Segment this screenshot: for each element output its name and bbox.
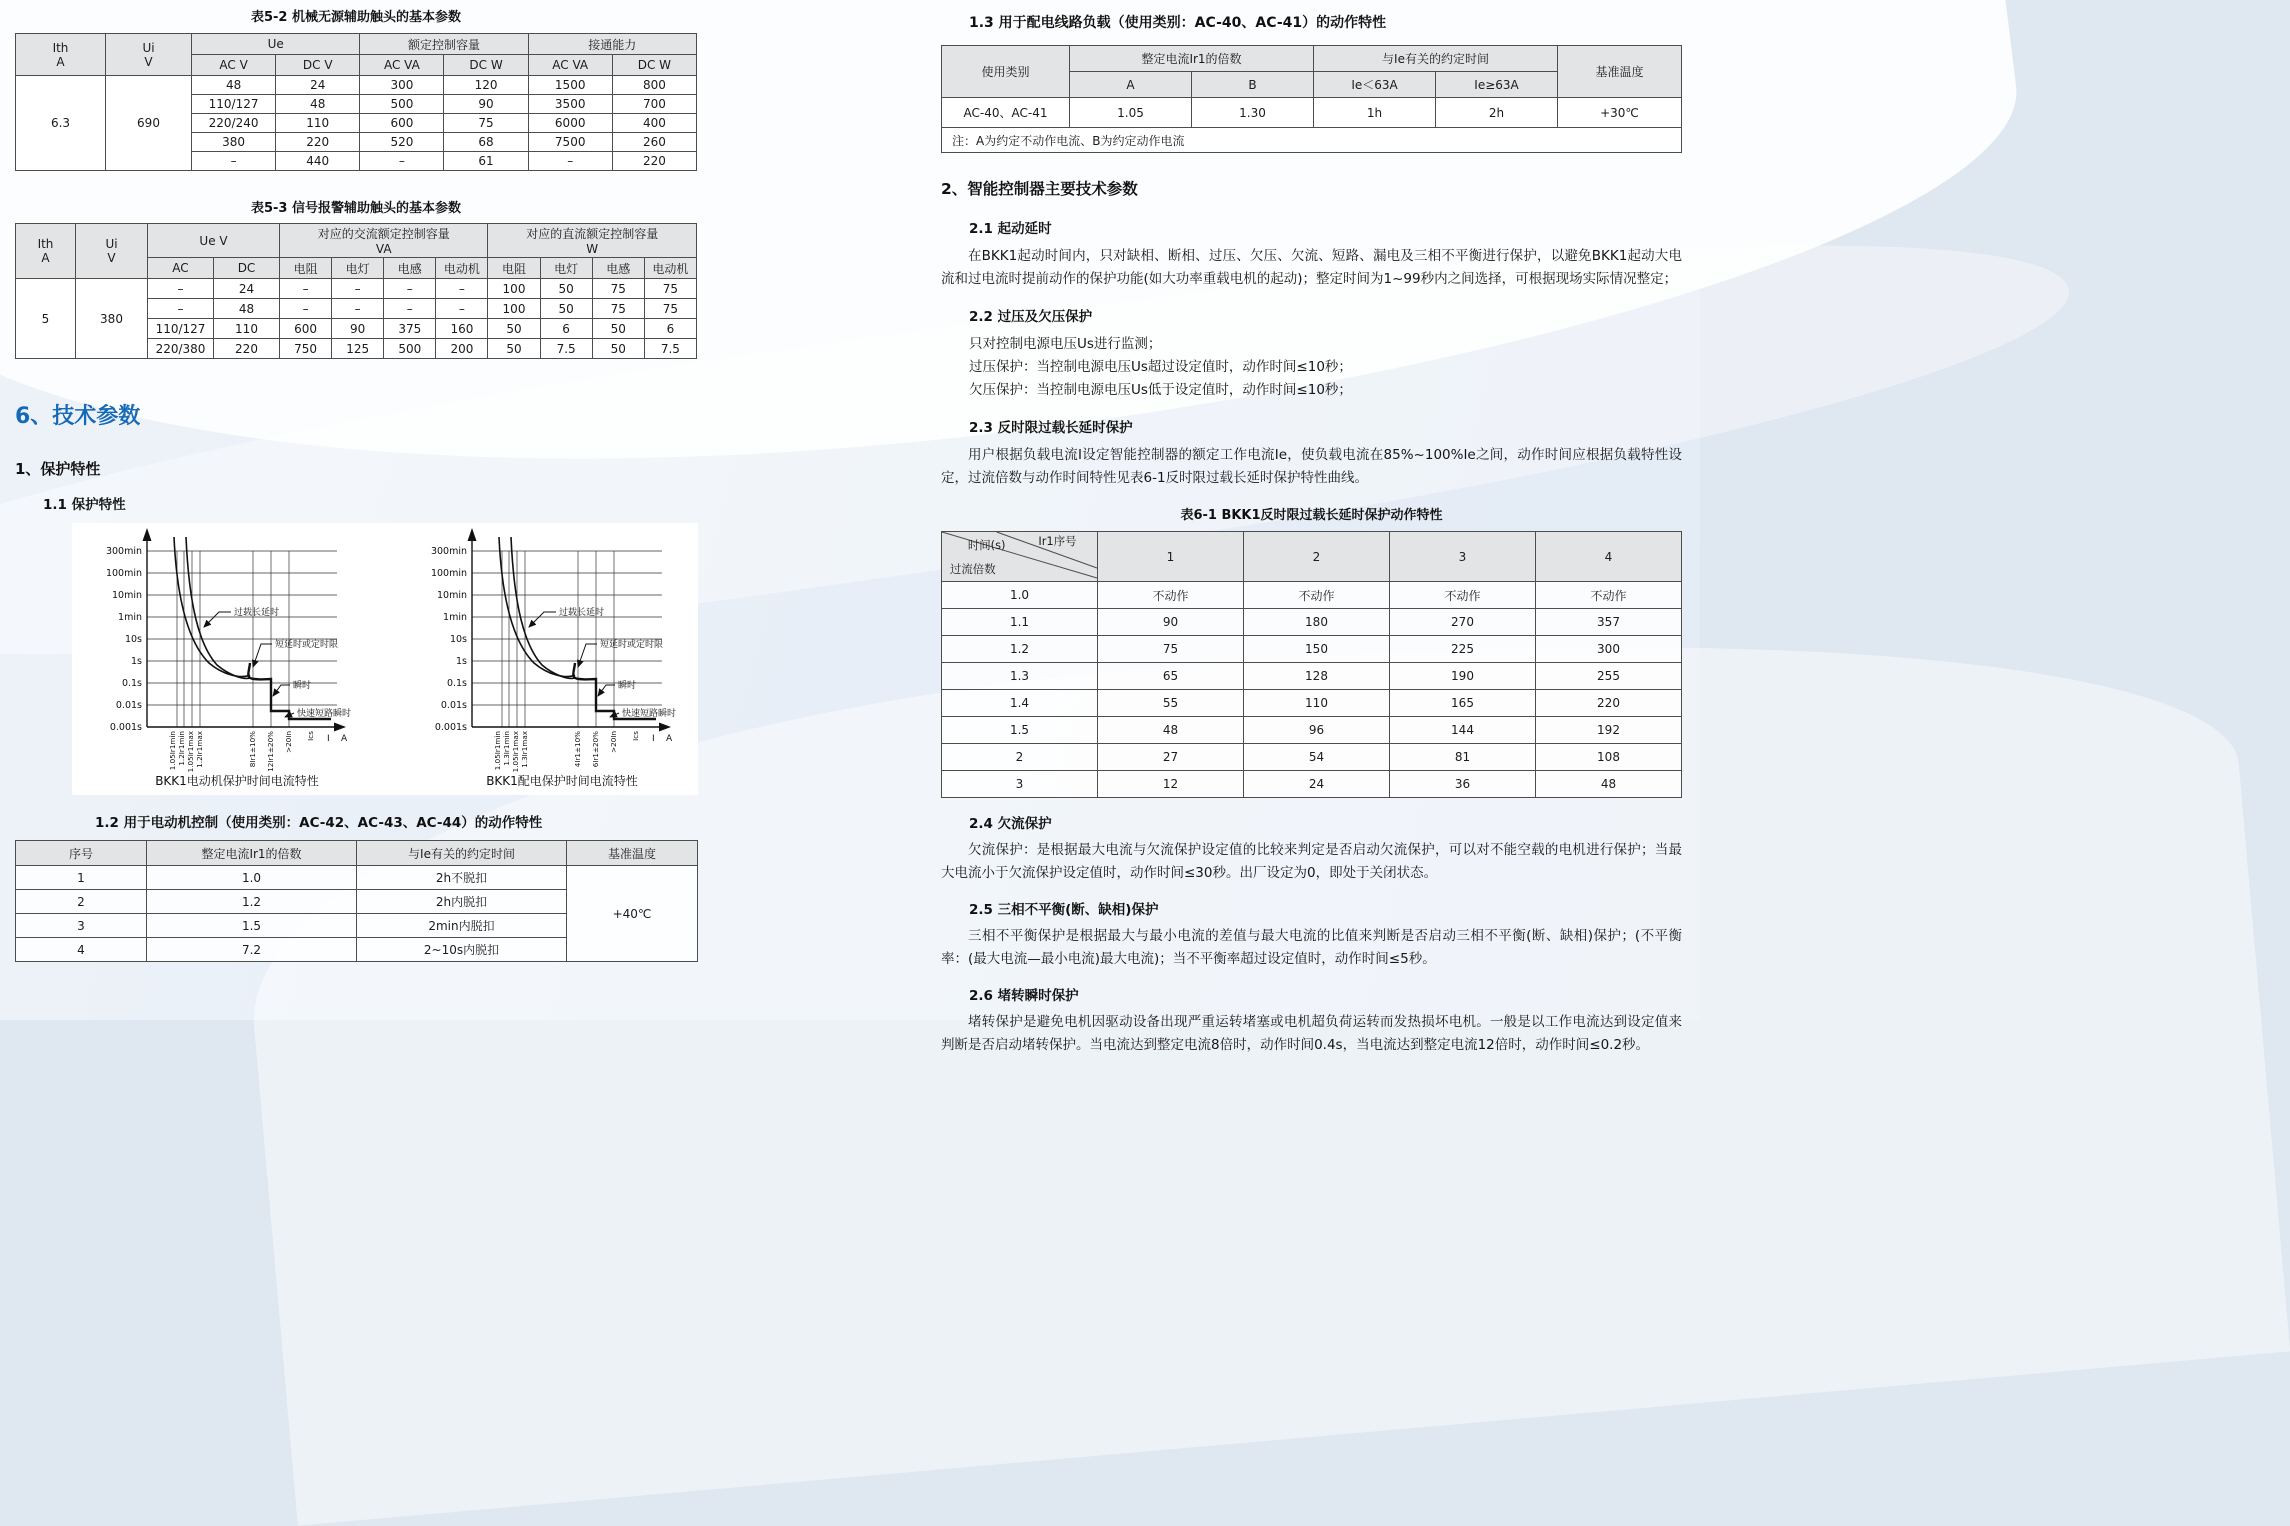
- subheader: AC V: [192, 55, 276, 76]
- header-time: 与Ie有关的约定时间: [357, 841, 567, 866]
- annotation-instantaneous: 瞬时: [618, 681, 637, 691]
- cell: 36: [1390, 771, 1536, 798]
- section-2-4-paragraph: 欠流保护：是根据最大电流与欠流保护设定值的比较来判定是否启动欠流保护，可以对不能空载的电机进行保护；当最大电流小于欠流保护设定值时，动作时间≤30秒。出厂设定为0，即处于关闭状态。: [941, 842, 1682, 881]
- cell: 5: [16, 279, 76, 359]
- cell: 65: [1098, 663, 1244, 690]
- cell: 120: [444, 76, 528, 95]
- table-5-3: [15, 223, 697, 359]
- cell: 75: [1098, 636, 1244, 663]
- cell: 700: [612, 95, 696, 114]
- header-col: 2: [1244, 532, 1390, 582]
- table-5-2-title: 表5-2 机械无源辅助触头的基本参数: [250, 10, 461, 25]
- subheader: 电灯: [332, 258, 384, 279]
- cell: 220/240: [192, 114, 276, 133]
- x-axis-arrow: [659, 723, 671, 732]
- cell: 4: [16, 938, 147, 962]
- cell: +40℃: [567, 866, 698, 962]
- cell: 2h不脱扣: [357, 866, 567, 890]
- cell: 3500: [528, 95, 612, 114]
- cell: 27: [1098, 744, 1244, 771]
- table-row: [942, 717, 1682, 744]
- cell: 200: [436, 339, 488, 359]
- header-ith: Ith A: [16, 224, 76, 279]
- header-ue-group: Ue V: [148, 224, 280, 258]
- table-row: [942, 128, 1682, 153]
- cell: 110/127: [192, 95, 276, 114]
- subheader: 电感: [592, 258, 644, 279]
- cell: 380: [192, 133, 276, 152]
- cell: 220: [276, 133, 360, 152]
- x-tick-label: Ics: [306, 731, 315, 741]
- section-2-3-paragraph: 用户根据负载电流I设定智能控制器的额定工作电流Ie，使负载电流在85%~100%Ie之间，动作时间应根据负载特性设定，过流倍数与动作时间特性见表6-1反时限过载长延时保护特性曲线。: [941, 447, 1682, 486]
- cell: –: [192, 152, 276, 171]
- section-2-5-paragraph: 三相不平衡保护是根据最大与最小电流的差值与最大电流的比值来判断是否启动三相不平衡(断、缺相)保护；(不平衡率：(最大电流—最小电流)最大电流)；当不平衡率超过设定值时，动作时间≤5秒。: [941, 928, 1682, 967]
- cell: –: [280, 299, 332, 319]
- section-1-2-heading: 1.2 用于电动机控制（使用类别：AC-42、AC-43、AC-44）的动作特性: [95, 815, 543, 831]
- subheader: B: [1192, 72, 1314, 98]
- y-tick-label: 10min: [111, 590, 142, 601]
- cell: 270: [1390, 609, 1536, 636]
- cell: 55: [1098, 690, 1244, 717]
- subheader: DC: [214, 258, 280, 279]
- table-1-2: [15, 840, 698, 962]
- cell: 800: [612, 76, 696, 95]
- cell: 128: [1244, 663, 1390, 690]
- header-multiple-group: 整定电流Ir1的倍数: [1070, 46, 1314, 72]
- cell: 1.5: [147, 914, 357, 938]
- cell: 600: [280, 319, 332, 339]
- cell: 165: [1390, 690, 1536, 717]
- cell: –: [436, 279, 488, 299]
- x-tick-label: 1.05Ir1max: [511, 731, 520, 773]
- annotation-fast-short-circuit: 快速短路瞬时: [622, 709, 677, 719]
- cell: –: [384, 299, 436, 319]
- diag-label-multiple: 过流倍数: [949, 561, 996, 577]
- section-2-2-line: 欠压保护：当控制电源电压Us低于设定值时，动作时间≤10秒；: [969, 382, 1352, 398]
- axis-unit-label: A: [341, 734, 348, 744]
- table-row: [942, 636, 1682, 663]
- cell: 300: [1536, 636, 1682, 663]
- cell: 不动作: [1536, 582, 1682, 609]
- x-tick-label: Ics: [631, 731, 640, 741]
- left-column: [15, 0, 697, 962]
- cell: 75: [592, 279, 644, 299]
- cell: 2h内脱扣: [357, 890, 567, 914]
- y-tick-label: 0.01s: [440, 700, 467, 711]
- cell: 61: [444, 152, 528, 171]
- table-row: [942, 690, 1682, 717]
- cell: –: [148, 279, 214, 299]
- subheader: 电阻: [488, 258, 540, 279]
- y-axis-arrow: [143, 528, 152, 541]
- header-rated-capacity-group: 额定控制容量: [360, 34, 528, 55]
- y-tick-label: 100min: [105, 568, 142, 579]
- cell: 不动作: [1098, 582, 1244, 609]
- table-row: [942, 582, 1682, 609]
- header-col: 1: [1098, 532, 1244, 582]
- y-tick-label: 10s: [124, 634, 142, 645]
- cell: AC-40、AC-41: [942, 98, 1070, 128]
- cell: –: [332, 279, 384, 299]
- cell: 48: [1098, 717, 1244, 744]
- x-tick-label: 1.3Ir1min: [502, 731, 511, 766]
- cell: 192: [1536, 717, 1682, 744]
- table-row: [16, 279, 697, 299]
- cell: 400: [612, 114, 696, 133]
- cell: 690: [106, 76, 192, 171]
- table-row: [942, 98, 1682, 128]
- section-2-4-heading: 2.4 欠流保护: [969, 816, 1052, 832]
- y-tick-label: 300min: [430, 546, 467, 557]
- x-tick-label: 1.05Ir1min: [168, 731, 177, 771]
- header-col: 4: [1536, 532, 1682, 582]
- subheader: DC V: [276, 55, 360, 76]
- table-row: [942, 663, 1682, 690]
- y-tick-label: 0.1s: [121, 678, 142, 689]
- cell: 255: [1536, 663, 1682, 690]
- y-tick-label: 0.001s: [109, 722, 142, 733]
- cell: –: [280, 279, 332, 299]
- section-1-3-heading: 1.3 用于配电线路负载（使用类别：AC-40、AC-41）的动作特性: [969, 15, 1387, 31]
- cell: 2min内脱扣: [357, 914, 567, 938]
- annotation-short-delay: 短延时或定时限: [600, 640, 664, 650]
- cell: 1.0: [147, 866, 357, 890]
- table-5-3-title: 表5-3 信号报警辅助触头的基本参数: [250, 201, 461, 216]
- cell: –: [384, 279, 436, 299]
- cell: 1h: [1314, 98, 1436, 128]
- chart-caption: BKK1电动机保护时间电流特性: [155, 774, 319, 788]
- x-tick-label: 12Ir1±20%: [266, 731, 275, 772]
- section-2-1-paragraph: 在BKK1起动时间内，只对缺相、断相、过压、欠压、欠流、短路、漏电及三相不平衡进行保护，以避免BKK1起动大电流和过电流时提前动作的保护功能(如大功率重载电机的起动)；整定时间为1~99秒内之间选择，可根据现场实际情况整定；: [941, 248, 1682, 287]
- header-ui: Ui V: [106, 34, 192, 76]
- subheader: 电动机: [436, 258, 488, 279]
- diag-label-ir1: Ir1序号: [1038, 533, 1077, 549]
- header-time-group: 与Ie有关的约定时间: [1314, 46, 1558, 72]
- table-row: [942, 744, 1682, 771]
- cell: 48: [214, 299, 280, 319]
- cell: 2: [942, 744, 1098, 771]
- header-ue-group: Ue: [192, 34, 360, 55]
- cell: 50: [488, 319, 540, 339]
- header-index: 序号: [16, 841, 147, 866]
- cell: –: [148, 299, 214, 319]
- subheader: 电感: [384, 258, 436, 279]
- cell: 110: [1244, 690, 1390, 717]
- x-tick-label: >20In: [284, 731, 293, 753]
- cell: 357: [1536, 609, 1682, 636]
- table-row: [942, 609, 1682, 636]
- axis-quantity-label: I: [652, 734, 655, 744]
- table-row: [16, 866, 698, 890]
- x-tick-label: 1.3Ir1max: [520, 731, 529, 768]
- annotation-short-delay: 短延时或定时限: [275, 640, 339, 650]
- cell: 不动作: [1390, 582, 1536, 609]
- annotation-overload: 过载长延时: [234, 608, 280, 618]
- cell: 24: [1244, 771, 1390, 798]
- cell: 75: [444, 114, 528, 133]
- cell: 6.3: [16, 76, 106, 171]
- x-tick-label: 1.2Ir1min: [177, 731, 186, 766]
- header-ui: Ui V: [76, 224, 148, 279]
- header-ac-capacity-group: 对应的交流额定控制容量 VA: [280, 224, 488, 258]
- cell: 90: [444, 95, 528, 114]
- cell: 48: [276, 95, 360, 114]
- y-tick-label: 100min: [430, 568, 467, 579]
- cell: 500: [360, 95, 444, 114]
- right-column: [941, 0, 1682, 1057]
- x-tick-label: 4Ir1±10%: [573, 731, 582, 768]
- cell: –: [360, 152, 444, 171]
- subheader: 电阻: [280, 258, 332, 279]
- cell: 81: [1390, 744, 1536, 771]
- y-tick-label: 1min: [443, 612, 467, 623]
- x-axis-arrow: [334, 723, 346, 732]
- table-row: [942, 771, 1682, 798]
- table-row: [16, 841, 698, 866]
- x-tick-label: 1.05Ir1max: [186, 731, 195, 773]
- table-note: 注：A为约定不动作电流、B为约定动作电流: [942, 128, 1682, 153]
- cell: 108: [1536, 744, 1682, 771]
- table-row: [16, 34, 697, 55]
- header-col: 3: [1390, 532, 1536, 582]
- annotation-instantaneous: 瞬时: [293, 681, 312, 691]
- section-2-6-heading: 2.6 堵转瞬时保护: [969, 988, 1079, 1004]
- cell: 520: [360, 133, 444, 152]
- cell: 1.3: [942, 663, 1098, 690]
- cell: 24: [276, 76, 360, 95]
- cell: 12: [1098, 771, 1244, 798]
- header-multiple: 整定电流Ir1的倍数: [147, 841, 357, 866]
- table-row: [16, 224, 697, 258]
- cell: 500: [384, 339, 436, 359]
- cell: 7500: [528, 133, 612, 152]
- cell: 190: [1390, 663, 1536, 690]
- cell: 100: [488, 279, 540, 299]
- cell: 1.2: [942, 636, 1098, 663]
- cell: 50: [592, 319, 644, 339]
- y-tick-label: 0.001s: [434, 722, 467, 733]
- cell: 54: [1244, 744, 1390, 771]
- cell: 260: [612, 133, 696, 152]
- cell: 75: [644, 299, 696, 319]
- cell: 68: [444, 133, 528, 152]
- header-making-capacity-group: 接通能力: [528, 34, 696, 55]
- protection-curves-panel: [72, 523, 698, 795]
- annotation-fast-short-circuit: 快速短路瞬时: [297, 709, 352, 719]
- cell: 90: [1098, 609, 1244, 636]
- y-tick-label: 10s: [449, 634, 467, 645]
- cell: 380: [76, 279, 148, 359]
- subheader: Ie＜63A: [1314, 72, 1436, 98]
- cell: 1.0: [942, 582, 1098, 609]
- cell: 7.2: [147, 938, 357, 962]
- cell: 100: [488, 299, 540, 319]
- cell: 1.5: [942, 717, 1098, 744]
- cell: 6: [540, 319, 592, 339]
- section-6-heading: 6、技术参数: [15, 404, 141, 429]
- subheader: AC VA: [360, 55, 444, 76]
- chart-caption: BKK1配电保护时间电流特性: [486, 774, 638, 788]
- x-tick-label: 6Ir1±20%: [591, 731, 600, 768]
- cell: 225: [1390, 636, 1536, 663]
- cell: 220: [214, 339, 280, 359]
- cell: 150: [1244, 636, 1390, 663]
- cell: 600: [360, 114, 444, 133]
- x-tick-label: 1.2Ir1max: [195, 731, 204, 768]
- cell: 7.5: [644, 339, 696, 359]
- curve-outer: [174, 537, 250, 677]
- cell: 50: [540, 279, 592, 299]
- cell: 6000: [528, 114, 612, 133]
- table-row: [16, 76, 697, 95]
- table-1-3: [941, 45, 1682, 153]
- cell: 110: [276, 114, 360, 133]
- cell: 144: [1390, 717, 1536, 744]
- cell: 110/127: [148, 319, 214, 339]
- cell: 50: [592, 339, 644, 359]
- table-6-1-title: 表6-1 BKK1反时限过载长延时保护动作特性: [1180, 508, 1443, 523]
- diag-label-time: 时间(s): [967, 537, 1006, 553]
- cell: 125: [332, 339, 384, 359]
- diagonal-header-cell: [942, 532, 1098, 582]
- diagonal-lines: [942, 532, 1097, 578]
- x-tick-label: 8Ir1±10%: [248, 731, 257, 768]
- subheader: 电动机: [644, 258, 696, 279]
- cell: 1.1: [942, 609, 1098, 636]
- table-5-2: [15, 33, 697, 171]
- cell: 90: [332, 319, 384, 339]
- subheader: Ie≥63A: [1436, 72, 1558, 98]
- header-use-category: 使用类别: [942, 46, 1070, 98]
- cell: 2: [16, 890, 147, 914]
- cell: 48: [1536, 771, 1682, 798]
- cell: 75: [644, 279, 696, 299]
- y-tick-label: 1s: [456, 656, 467, 667]
- table-row: [942, 532, 1682, 582]
- distribution-protection-curve-chart: [410, 525, 690, 791]
- subheader: DC W: [444, 55, 528, 76]
- table-6-1: [941, 531, 1682, 798]
- section-2-3-heading: 2.3 反时限过载长延时保护: [969, 420, 1133, 436]
- section-2-6-paragraph: 堵转保护是避免电机因驱动设备出现严重运转堵塞或电机超负荷运转而发热损坏电机。一般是以工作电流达到设定值来判断是否启动堵转保护。当电流达到整定电流8倍时，动作时间0.4s，当电流达到整定电流12倍时，动作时间≤0.2秒。: [941, 1014, 1682, 1053]
- cell: 160: [436, 319, 488, 339]
- y-tick-label: 300min: [105, 546, 142, 557]
- cell: 2~10s内脱扣: [357, 938, 567, 962]
- cell: 75: [592, 299, 644, 319]
- cell: –: [528, 152, 612, 171]
- header-temp: 基准温度: [1558, 46, 1682, 98]
- cell: 3: [16, 914, 147, 938]
- section-2-2-line: 只对控制电源电压Us进行监测；: [969, 336, 1162, 352]
- annotation-overload: 过载长延时: [559, 608, 605, 618]
- subheader: AC VA: [528, 55, 612, 76]
- cell: 6: [644, 319, 696, 339]
- cell: +30℃: [1558, 98, 1682, 128]
- cell: 1.4: [942, 690, 1098, 717]
- section-1-heading: 1、保护特性: [15, 460, 101, 478]
- cell: –: [332, 299, 384, 319]
- cell: 220: [612, 152, 696, 171]
- axis-unit-label: A: [666, 734, 673, 744]
- cell: 1500: [528, 76, 612, 95]
- subheader: A: [1070, 72, 1192, 98]
- section-2-5-heading: 2.5 三相不平衡(断、缺相)保护: [969, 902, 1159, 918]
- subheader: DC W: [612, 55, 696, 76]
- section-2-heading: 2、智能控制器主要技术参数: [941, 180, 1138, 198]
- cell: 180: [1244, 609, 1390, 636]
- section-2-2-heading: 2.2 过压及欠压保护: [969, 309, 1093, 325]
- cell: 2h: [1436, 98, 1558, 128]
- y-tick-label: 10min: [436, 590, 467, 601]
- cell: 48: [192, 76, 276, 95]
- cell: 50: [540, 299, 592, 319]
- cell: 不动作: [1244, 582, 1390, 609]
- axis-quantity-label: I: [327, 734, 330, 744]
- section-2-2-line: 过压保护：当控制电源电压Us超过设定值时，动作时间≤10秒；: [969, 359, 1352, 375]
- cell: 220/380: [148, 339, 214, 359]
- cell: 300: [360, 76, 444, 95]
- cell: 24: [214, 279, 280, 299]
- x-tick-label: 1.05Ir1min: [493, 731, 502, 771]
- header-dc-capacity-group: 对应的直流额定控制容量 W: [488, 224, 697, 258]
- cell: 750: [280, 339, 332, 359]
- y-axis-arrow: [468, 528, 477, 541]
- motor-protection-curve-chart: [85, 525, 365, 791]
- header-ith: Ith A: [16, 34, 106, 76]
- cell: 1.30: [1192, 98, 1314, 128]
- cell: 1.2: [147, 890, 357, 914]
- y-tick-label: 0.1s: [446, 678, 467, 689]
- y-tick-label: 0.01s: [115, 700, 142, 711]
- section-1-1-heading: 1.1 保护特性: [43, 497, 126, 513]
- cell: 96: [1244, 717, 1390, 744]
- header-temp: 基准温度: [567, 841, 698, 866]
- section-2-1-heading: 2.1 起动延时: [969, 221, 1052, 237]
- cell: 3: [942, 771, 1098, 798]
- curve-outer: [499, 537, 575, 677]
- cell: 375: [384, 319, 436, 339]
- subheader: AC: [148, 258, 214, 279]
- cell: 50: [488, 339, 540, 359]
- y-tick-label: 1min: [118, 612, 142, 623]
- x-tick-label: >20In: [609, 731, 618, 753]
- cell: –: [436, 299, 488, 319]
- cell: 7.5: [540, 339, 592, 359]
- cell: 1.05: [1070, 98, 1192, 128]
- cell: 110: [214, 319, 280, 339]
- cell: 220: [1536, 690, 1682, 717]
- cell: 440: [276, 152, 360, 171]
- cell: 1: [16, 866, 147, 890]
- subheader: 电灯: [540, 258, 592, 279]
- table-row: [942, 46, 1682, 72]
- y-tick-label: 1s: [131, 656, 142, 667]
